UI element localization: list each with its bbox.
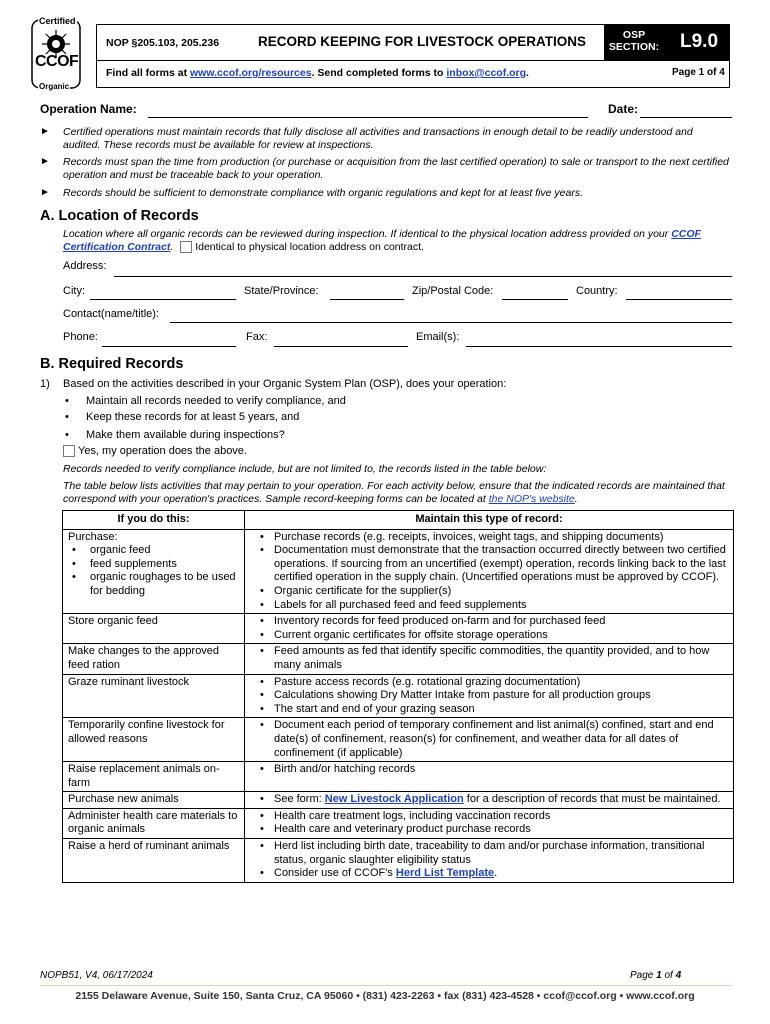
date-label: Date:: [608, 102, 639, 116]
section-label: [608, 29, 660, 53]
activity-cell: Temporarily confine livestock for allowed reasons: [63, 718, 245, 762]
question-item-text: Make them available during inspections?: [86, 429, 285, 441]
country-label: Country:: [576, 285, 618, 297]
list-item: • Organic certificate for the supplier(s): [250, 585, 728, 599]
record-cell: [245, 614, 734, 644]
question-text: Based on the activities described in your Organic System Plan (OSP), does your operation:: [63, 378, 507, 390]
phone-field[interactable]: [102, 346, 236, 347]
table-note: [63, 480, 733, 506]
activity-cell: Store organic feed: [63, 614, 245, 644]
logo-certified-text: Certified: [39, 16, 76, 26]
list-item: • organic roughages to be used for bedding: [68, 571, 239, 598]
list-item: [250, 793, 728, 807]
zip-label: Zip/Postal Code:: [412, 285, 494, 297]
identical-checkbox[interactable]: [180, 241, 192, 253]
section-label-section: SECTION:: [608, 41, 660, 53]
activity-cell: [63, 529, 245, 614]
list-item: • Pasture access records (e.g. rotational grazing documentation): [250, 676, 728, 690]
list-item: • Purchase records (e.g. receipts, invoices, weight tags, and shipping documents): [250, 531, 728, 545]
section-a-description: [63, 228, 733, 254]
table-row: [63, 644, 734, 674]
logo-organic-text: Organic: [39, 82, 70, 91]
bullet-icon: •: [65, 411, 69, 423]
new-livestock-application-link[interactable]: New Livestock Application: [324, 793, 464, 806]
email-label: Email(s):: [416, 331, 460, 343]
yes-option: [63, 445, 247, 457]
list-item: • Labels for all purchased feed and feed supplements: [250, 599, 728, 613]
bullet-icon: •: [65, 429, 69, 441]
yes-checkbox[interactable]: [63, 445, 75, 457]
form-title: RECORD KEEPING FOR LIVESTOCK OPERATIONS: [258, 34, 587, 49]
footer-rule: [40, 985, 732, 986]
r9-post: .: [494, 867, 498, 880]
question-item-1: [63, 395, 346, 407]
address-field[interactable]: [114, 276, 732, 277]
table-row: [63, 792, 734, 809]
activity-cell: Make changes to the approved feed ration: [63, 644, 245, 674]
list-item: • Health care and veterinary product purchase records: [250, 823, 728, 837]
logo-ccof-text: CCOF: [35, 53, 79, 70]
email-field[interactable]: [466, 346, 732, 347]
list-item: • Birth and/or hatching records: [250, 763, 728, 777]
state-label: State/Province:: [244, 285, 319, 297]
intro-bullet-2: [40, 156, 730, 182]
zip-field[interactable]: [502, 299, 568, 300]
arrow-bullet-icon: ►: [40, 187, 50, 198]
table-note-end: .: [574, 493, 578, 505]
activity-cell: Raise replacement animals on-farm: [63, 762, 245, 792]
section-label-osp: OSP: [622, 29, 646, 41]
identical-label: Identical to physical location address on contract.: [195, 241, 424, 253]
resources-link[interactable]: www.ccof.org/resources: [190, 67, 312, 79]
records-table: [62, 510, 734, 883]
list-item: • Health care treatment logs, including vaccination records: [250, 810, 728, 824]
list-item: • Current organic certificates for offsite storage operations: [250, 629, 728, 643]
find-text-1: Find all forms at: [106, 67, 191, 79]
bullet-icon: •: [65, 395, 69, 407]
operation-name-label: Operation Name:: [40, 102, 137, 116]
arrow-bullet-icon: ►: [40, 126, 50, 137]
records-note: Records needed to verify compliance include, but are not limited to, the records listed in the table below:: [63, 463, 547, 475]
r9-pre: Consider use of CCOF's: [274, 867, 396, 880]
address-label: Address:: [63, 260, 107, 272]
nop-reference: NOP §205.103, 205.236: [106, 37, 220, 49]
header-activity: If you do this:: [63, 511, 245, 530]
list-item: • Documentation must demonstrate that the transaction occurred directly between two certified operations. If sourcing from an uncertified (exempt) operation, records linking back to the last certified operation in the supply chain. (Uncertified operations must be approved by CCOF).: [250, 544, 728, 585]
activity-cell: Raise a herd of ruminant animals: [63, 839, 245, 883]
date-field[interactable]: [640, 117, 732, 118]
city-label: City:: [63, 285, 85, 297]
fax-field[interactable]: [274, 346, 408, 347]
list-item: [250, 867, 728, 881]
record-cell: [245, 762, 734, 792]
intro-text-2: Records must span the time from production (or purchase or acquisition from the last certified operation) to sale or transport to the next certified operation and must be traceable back to your operation.: [63, 156, 729, 181]
record-cell: [245, 808, 734, 838]
list-item: • Feed amounts as fed that identify specific commodities, the quantity provided, and to how many animals: [250, 645, 728, 672]
intro-text-3: Records should be sufficient to demonstrate compliance with organic regulations and kept for at least five years.: [63, 187, 584, 199]
inbox-email-link[interactable]: inbox@ccof.org: [446, 67, 527, 79]
city-field[interactable]: [90, 299, 236, 300]
record-cell: [245, 529, 734, 614]
list-item: • The start and end of your grazing season: [250, 703, 728, 717]
table-row: [63, 808, 734, 838]
list-item: • Document each period of temporary confinement and list animal(s) confined, start and end date(s) of confinement, reason(s) for confinement, and weather data for all dates of confinement (if applicable): [250, 719, 728, 760]
contact-field[interactable]: [170, 322, 732, 323]
herd-list-template-link[interactable]: Herd List Template: [395, 867, 495, 880]
table-row: [63, 839, 734, 883]
operation-name-field[interactable]: [148, 117, 588, 118]
arrow-bullet-icon: ►: [40, 156, 50, 167]
list-item: • feed supplements: [68, 558, 239, 572]
table-row: [63, 614, 734, 644]
activity-cell: Purchase new animals: [63, 792, 245, 809]
contact-label: Contact(name/title):: [63, 308, 159, 320]
country-field[interactable]: [626, 299, 732, 300]
table-row: [63, 529, 734, 614]
header-page-number: Page 1 of 4: [672, 67, 725, 78]
section-a-title: A. Location of Records: [40, 208, 199, 224]
find-text-2: . Send completed forms to: [311, 67, 447, 79]
question-item-3: [63, 429, 285, 441]
table-note-text: The table below lists activities that may pertain to your operation. For each activity below, ensure that the indicated records are maintained that correspond with your operation's practices. Sample record-keeping forms can be located at: [63, 480, 725, 505]
list-item: • Calculations showing Dry Matter Intake from pasture for all production groups: [250, 689, 728, 703]
table-header-row: [63, 511, 734, 530]
nop-website-link[interactable]: the NOP's website: [488, 493, 575, 505]
table-row: [63, 762, 734, 792]
activity-cell: Administer health care materials to organic animals: [63, 808, 245, 838]
page-total: 4: [675, 970, 682, 981]
yes-label: Yes, my operation does the above.: [78, 445, 247, 457]
intro-text-1: Certified operations must maintain records that fully disclose all activities and transactions in enough detail to be readily understood and audited. These records must be available for review at inspections.: [63, 126, 693, 151]
record-cell: [245, 839, 734, 883]
find-forms-line: [106, 67, 529, 79]
footer-page-number: [630, 970, 681, 981]
r7-pre: See form:: [274, 793, 325, 806]
page-mid: of: [661, 970, 676, 981]
page-current: 1: [656, 970, 662, 981]
question-item-text: Maintain all records needed to verify compliance, and: [86, 395, 346, 407]
section-number: L9.0: [680, 31, 719, 52]
section-a-desc-2: .: [170, 241, 174, 253]
table-row: [63, 674, 734, 718]
record-cell: [245, 792, 734, 809]
activity-cell: Graze ruminant livestock: [63, 674, 245, 718]
header-divider: [96, 60, 730, 61]
page-pre: Page: [630, 970, 657, 981]
intro-bullet-1: [40, 126, 730, 152]
list-item: • organic feed: [68, 544, 239, 558]
intro-bullet-3: [40, 187, 730, 200]
table-row: [63, 718, 734, 762]
question-item-2: [63, 411, 299, 423]
activity-purchase: Purchase:: [68, 530, 118, 543]
record-cell: [245, 644, 734, 674]
list-item: • Herd list including birth date, traceability to dam and/or purchase information, transitional status, organic slaughter eligibility status: [250, 840, 728, 867]
r7-post: for a description of records that must be maintained.: [463, 793, 721, 806]
phone-label: Phone:: [63, 331, 98, 343]
footer-address: 2155 Delaware Avenue, Suite 150, Santa Cruz, CA 95060 • (831) 423-2263 • fax (831) 423-4528 • ccof@ccof.org • www.ccof.org: [75, 990, 695, 1002]
form-code: NOPB51, V4, 06/17/2024: [40, 970, 153, 981]
header-record-type: Maintain this type of record:: [245, 511, 734, 530]
question-number: 1): [40, 378, 50, 390]
question-item-text: Keep these records for at least 5 years, and: [86, 411, 300, 423]
fax-label: Fax:: [246, 331, 268, 343]
state-field[interactable]: [330, 299, 404, 300]
certification-contract-link[interactable]: CCOF Certification Contract: [63, 228, 701, 253]
find-text-3: .: [526, 67, 529, 79]
record-cell: [245, 674, 734, 718]
record-cell: [245, 718, 734, 762]
list-item: • Inventory records for feed produced on-farm and for purchased feed: [250, 615, 728, 629]
section-a-desc-1: Location where all organic records can be reviewed during inspection. If identical to the physical location address provided on your: [63, 228, 669, 240]
section-b-title: B. Required Records: [40, 356, 184, 372]
